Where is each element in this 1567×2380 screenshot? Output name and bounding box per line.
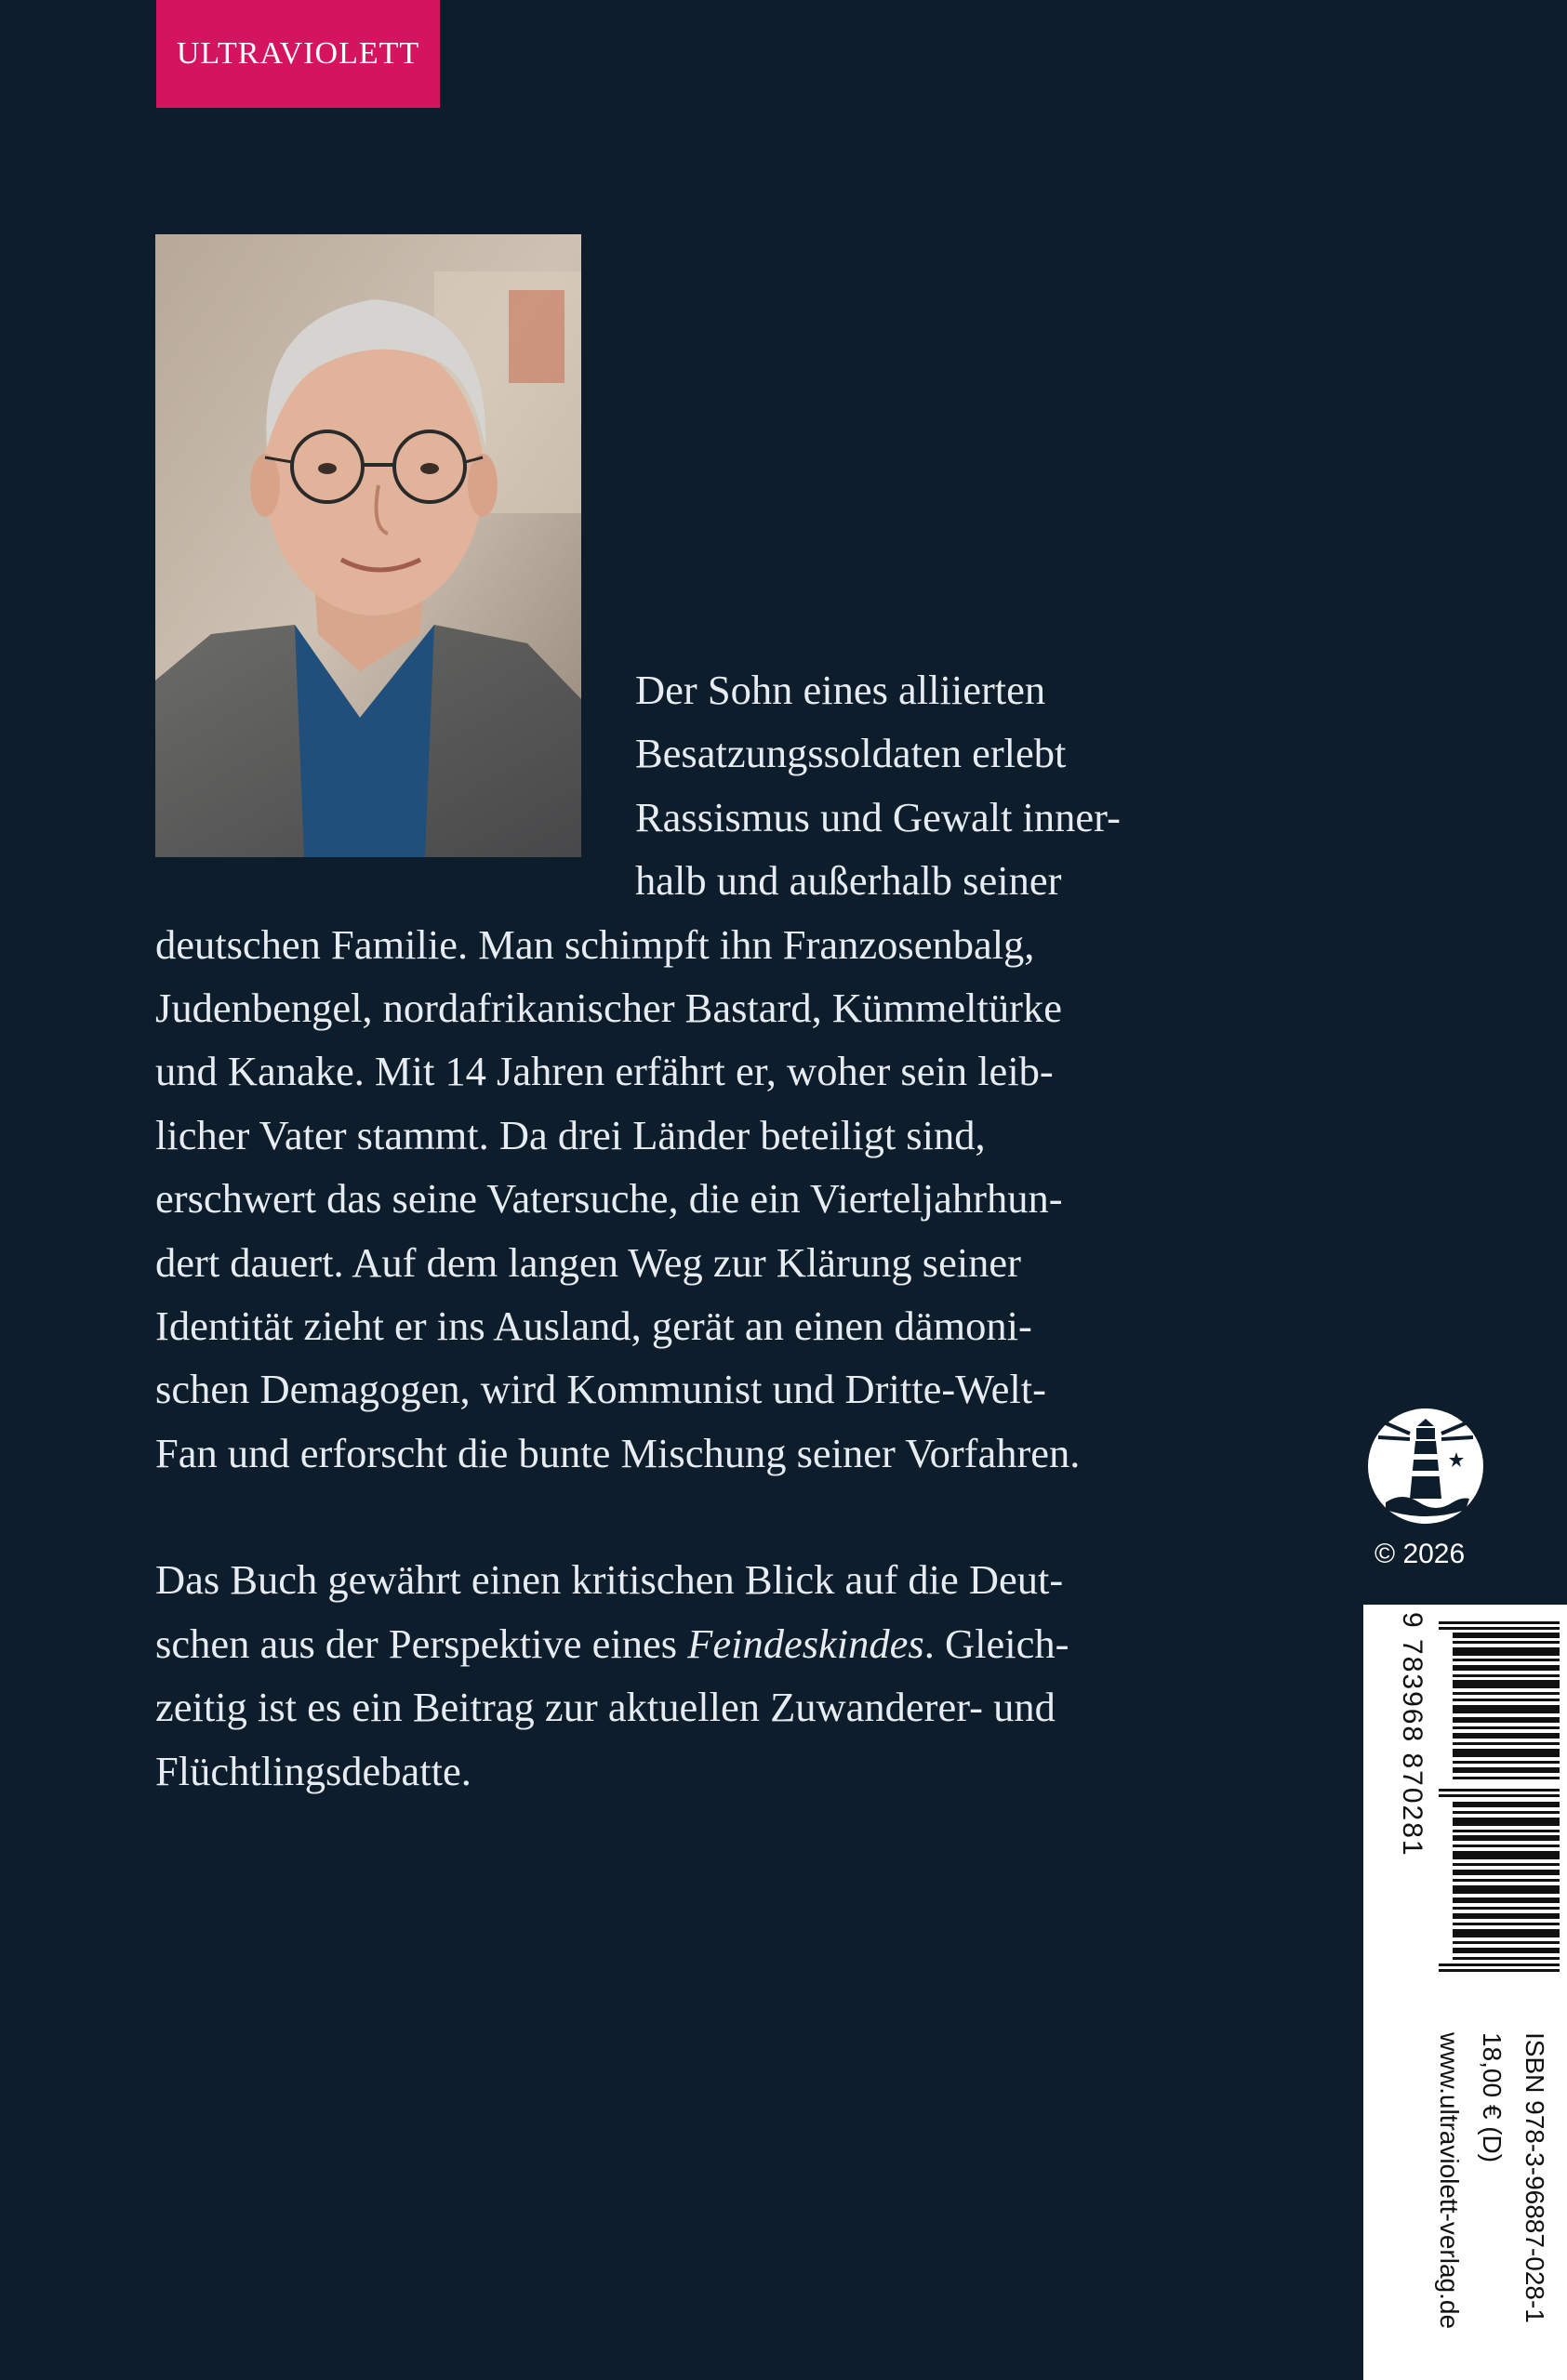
blurb-line: erschwert das seine Vatersuche, die ein Vierteljahrhun- [155, 1175, 1063, 1223]
barcode-rotated-content [1363, 1605, 1567, 2380]
blurb-text: schen aus der Perspektive eines [155, 1620, 688, 1667]
blurb-text: . Gleich- [923, 1620, 1069, 1667]
publisher-name: ULTRAVIOLETT [176, 36, 420, 71]
barcode-block [1363, 1605, 1567, 2380]
paragraph-gap [155, 1485, 1230, 1548]
blurb-line: zeitig ist es ein Beitrag zur aktuellen Zuwanderer- und [155, 1684, 1056, 1731]
blurb-line: Judenbengel, nordafrikanischer Bastard, Kümmeltürke [155, 984, 1062, 1031]
copyright-notice: © 2026 [1374, 1539, 1466, 1569]
blurb-line: schen Demagogen, wird Kommunist und Dritte-Welt- [155, 1366, 1046, 1413]
blurb-line: Identität zieht er ins Ausland, gerät an einen dämoni- [155, 1302, 1032, 1349]
blurb-line: Das Buch gewährt einen kritischen Blick auf die Deut- [155, 1556, 1064, 1604]
blurb-line: Der Sohn eines alliierten [635, 667, 1046, 713]
blurb-line: halb und außerhalb seiner [635, 857, 1062, 905]
price: 18,00 € (D) [1478, 2032, 1507, 2163]
blurb-line: Besatzungssoldaten erlebt [635, 730, 1067, 777]
book-title-italic: Feindeskindes [687, 1620, 924, 1667]
blurb-line: Flüchtlingsdebatte. [155, 1747, 471, 1794]
blurb-line: licher Vater stammt. Da drei Länder beteiligt sind, [155, 1111, 986, 1158]
barcode-icon [1439, 1621, 1560, 1993]
blurb-line: Rassismus und Gewalt inner- [635, 793, 1121, 840]
publisher-website: www.ultraviolett-verlag.de [1435, 2032, 1464, 2330]
blurb-line: dert dauert. Auf dem langen Weg zur Klärung seiner [155, 1238, 1022, 1286]
lighthouse-logo-icon [1365, 1406, 1486, 1527]
blurb-line: Fan und erforscht die bunte Mischung seiner Vorfahren. [155, 1429, 1081, 1476]
blurb-line [155, 1612, 1230, 1675]
blurb-line: deutschen Familie. Man schimpft ihn Franzosenbalg, [155, 920, 1035, 968]
isbn-info [1428, 2032, 1556, 2329]
book-blurb [155, 658, 1230, 1803]
blurb-line: und Kanake. Mit 14 Jahren erfährt er, woher sein leib- [155, 1048, 1054, 1095]
isbn-number: ISBN 978-3-96887-028-1 [1521, 2032, 1549, 2323]
barcode-digits: 9 783968 870281 [1397, 1612, 1428, 1858]
publisher-badge [156, 0, 440, 108]
